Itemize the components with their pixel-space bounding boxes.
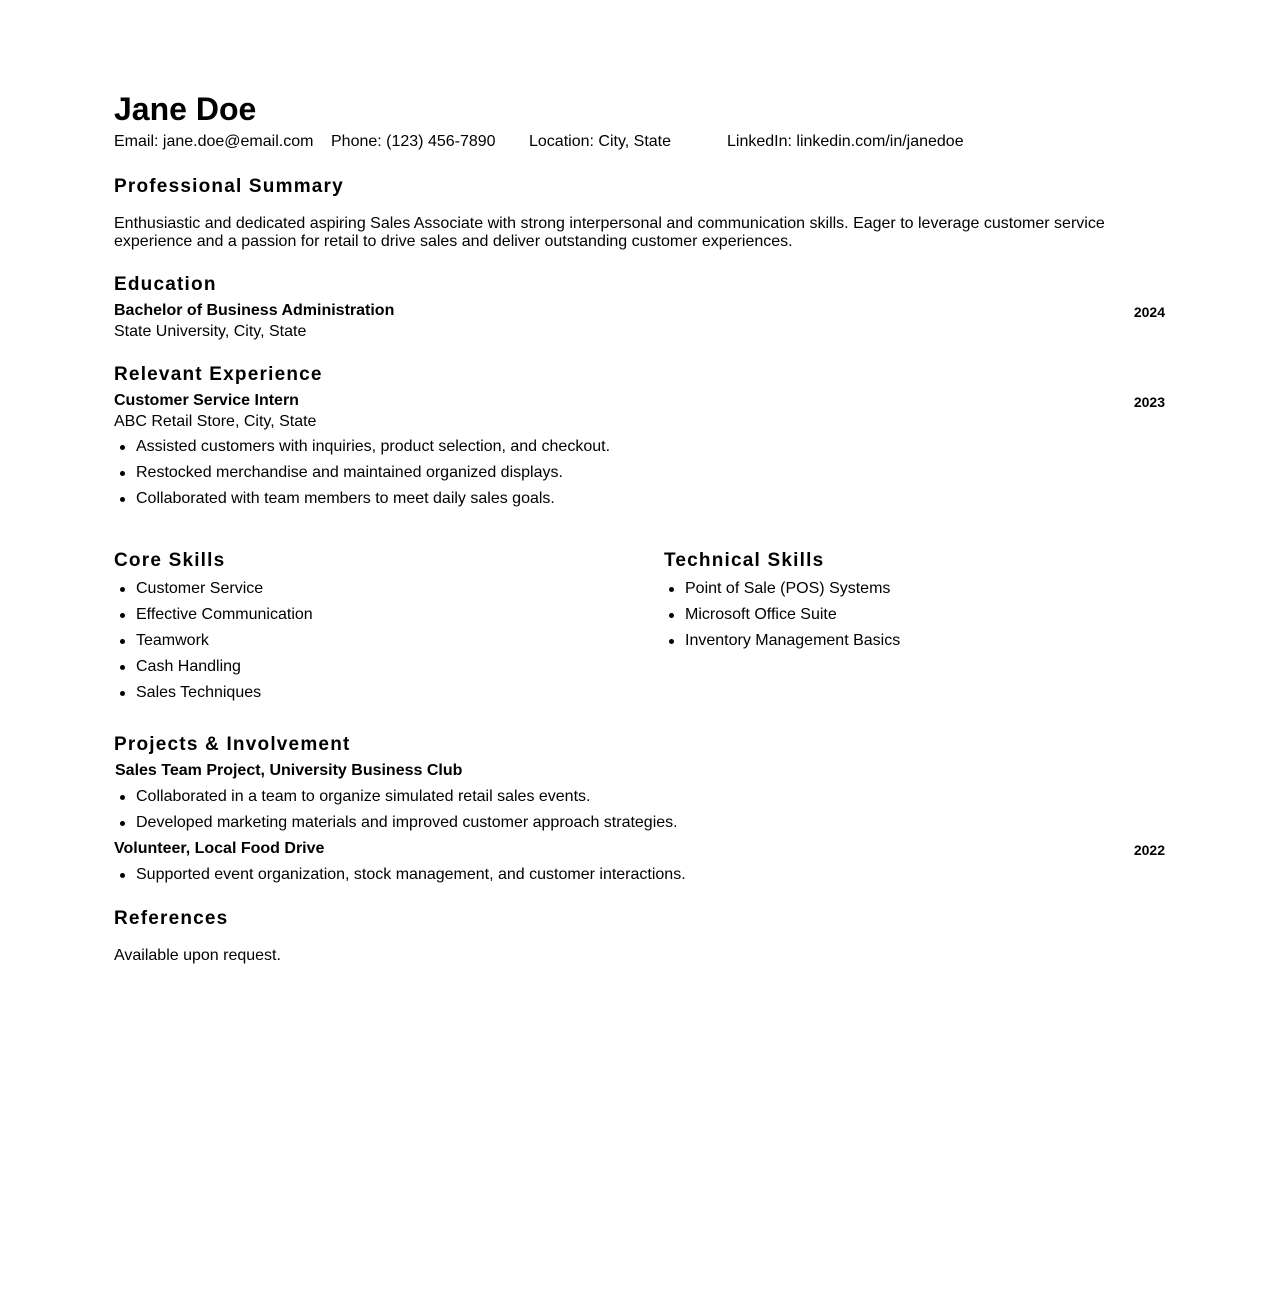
contact-linkedin: LinkedIn: linkedin.com/in/janedoe [727,133,964,150]
section-title-summary: Professional Summary [114,176,344,197]
section-title-projects: Projects & Involvement [114,734,351,755]
list-item: Collaborated with team members to meet daily sales goals. [114,486,610,512]
list-item: Sales Techniques [114,680,313,706]
list-item: Point of Sale (POS) Systems [663,576,900,602]
list-item: Assisted customers with inquiries, product selection, and checkout. [114,434,610,460]
section-title-experience: Relevant Experience [114,364,323,385]
section-title-education: Education [114,274,217,295]
references-text: Available upon request. [114,947,281,964]
candidate-name: Jane Doe [114,91,257,127]
list-item: Cash Handling [114,654,313,680]
contact-location: Location: City, State [529,133,671,150]
list-item: Supported event organization, stock management, and customer interactions. [114,862,686,888]
section-title-references: References [114,908,229,929]
project-name: Sales Team Project, University Business Club [115,762,463,779]
technical-skills-list [663,576,900,654]
summary-text: Enthusiastic and dedicated aspiring Sales Associate with strong interpersonal and communication skills. Eager to leverage customer service experience and a passion for retail to drive sales and deliver outstanding customer experiences. [114,215,1105,250]
education-degree: Bachelor of Business Administration [114,302,395,319]
resume-page [114,90,1165,964]
list-item: Customer Service [114,576,313,602]
experience-role: Customer Service Intern [114,392,299,409]
section-title-core-skills: Core Skills [114,550,226,571]
list-item: Developed marketing materials and improved customer approach strategies. [114,810,678,836]
contact-phone: Phone: (123) 456-7890 [331,133,496,150]
list-item: Inventory Management Basics [663,628,900,654]
core-skills-list [114,576,313,706]
list-item: Teamwork [114,628,313,654]
list-item: Microsoft Office Suite [663,602,900,628]
project-bullets [114,784,678,836]
experience-year: 2023 [1133,394,1165,410]
section-title-technical-skills: Technical Skills [664,550,825,571]
education-year: 2024 [1133,304,1165,320]
project-bullets [114,862,686,888]
list-item: Effective Communication [114,602,313,628]
project-name: Volunteer, Local Food Drive [114,840,325,857]
experience-company: ABC Retail Store, City, State [114,413,317,430]
list-item: Collaborated in a team to organize simulated retail sales events. [114,784,678,810]
experience-bullets [114,434,610,512]
education-school: State University, City, State [114,323,307,340]
list-item: Restocked merchandise and maintained organized displays. [114,460,610,486]
contact-info [114,131,1165,153]
contact-email: Email: jane.doe@email.com [114,133,314,150]
project-year: 2022 [1133,842,1165,858]
